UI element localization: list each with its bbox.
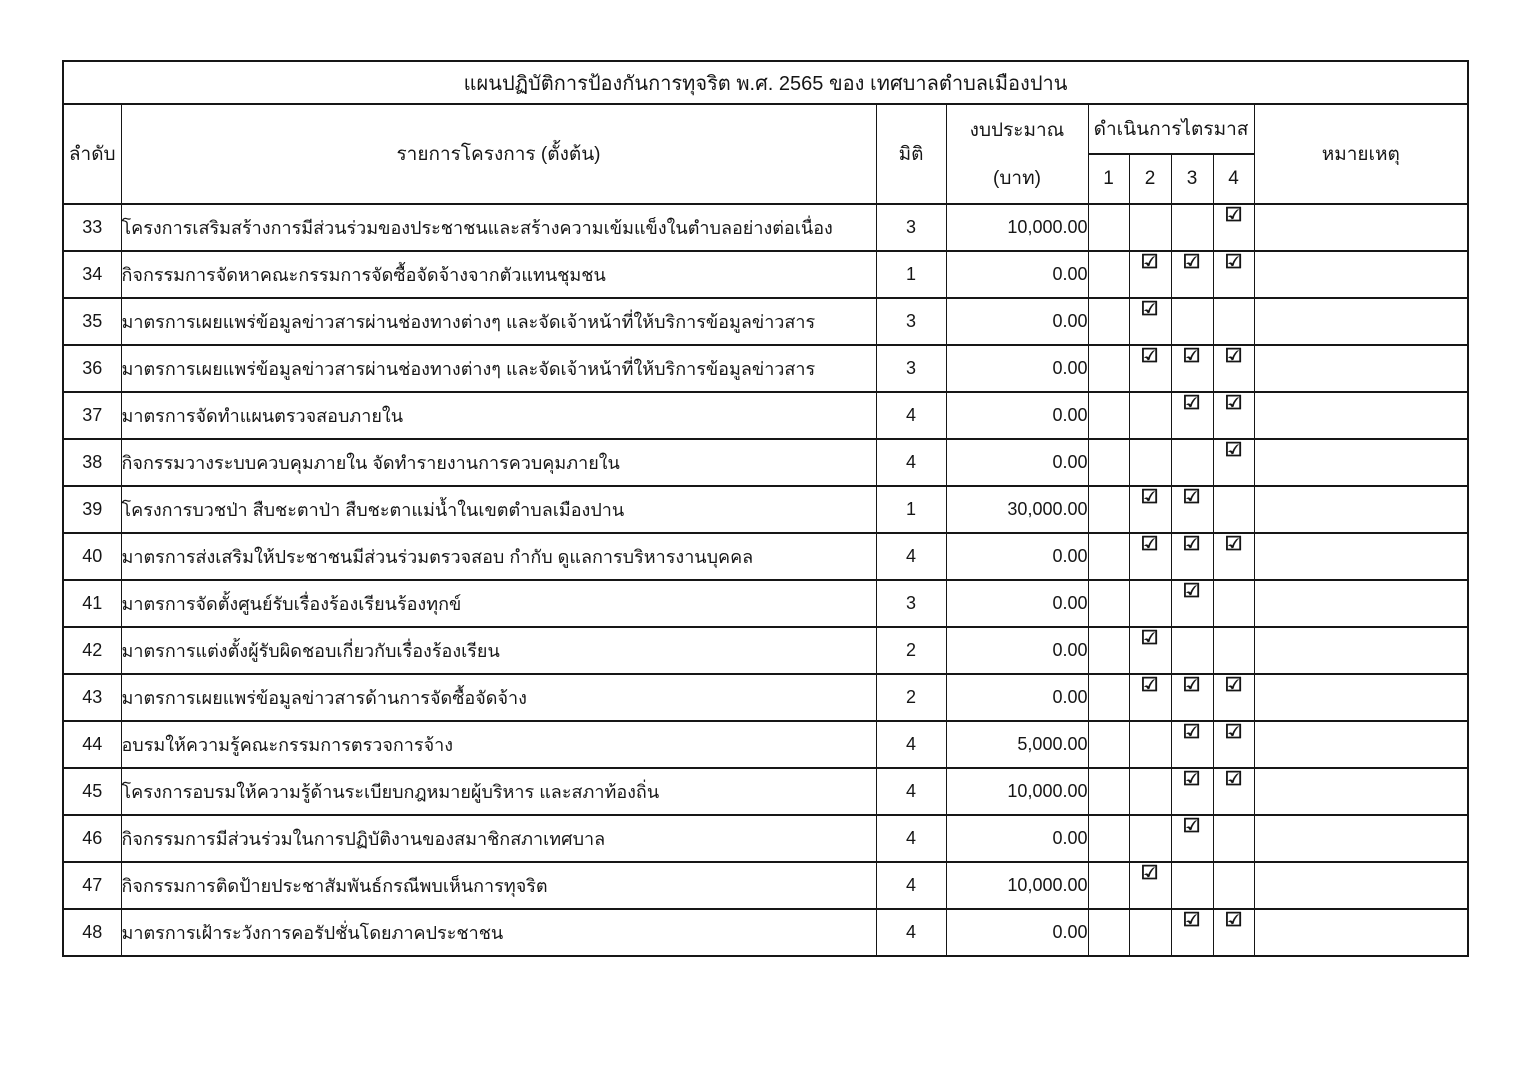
dimension-cell: 4 (876, 815, 946, 862)
quarter-4-cell (1213, 392, 1254, 439)
quarter-4-cell (1213, 533, 1254, 580)
remark-cell (1254, 392, 1468, 439)
checked-checkbox-icon: ☑ (1141, 487, 1159, 508)
quarter-2-cell (1129, 298, 1171, 345)
budget-cell: 5,000.00 (946, 721, 1088, 768)
quarter-3-cell (1171, 486, 1213, 533)
quarter-3-cell (1171, 251, 1213, 298)
checked-checkbox-icon: ☑ (1183, 675, 1201, 696)
quarter-3-cell (1171, 204, 1213, 251)
project-name-cell: กิจกรรมการจัดหาคณะกรรมการจัดซื้อจัดจ้างจากตัวแทนชุมชน (121, 251, 876, 298)
quarter-2-cell (1129, 345, 1171, 392)
checked-checkbox-icon: ☑ (1224, 393, 1243, 414)
table-row (63, 862, 1468, 909)
table-row (63, 674, 1468, 721)
quarter-1-cell (1088, 204, 1129, 251)
project-name-cell: มาตรการเฝ้าระวังการคอรัปชั่นโดยภาคประชาชน (121, 909, 876, 956)
project-name-cell: โครงการเสริมสร้างการมีส่วนร่วมของประชาชนและสร้างความเข้มแข็งในตำบลอย่างต่อเนื่อง (121, 204, 876, 251)
table-header-row-1 (63, 104, 1468, 154)
quarter-4-cell (1213, 251, 1254, 298)
checked-checkbox-icon: ☑ (1183, 393, 1201, 414)
remark-cell (1254, 439, 1468, 486)
project-name-cell: กิจกรรมการติดป้ายประชาสัมพันธ์กรณีพบเห็นการทุจริต (121, 862, 876, 909)
quarter-1-cell (1088, 909, 1129, 956)
row-number-cell: 34 (63, 251, 121, 298)
quarter-1-cell (1088, 392, 1129, 439)
quarter-4-cell (1213, 580, 1254, 627)
quarter-4-cell (1213, 439, 1254, 486)
column-header-budget-line1: งบประมาณ (969, 120, 1065, 141)
quarter-4-cell (1213, 721, 1254, 768)
quarter-3-cell (1171, 439, 1213, 486)
column-header-q4: 4 (1213, 154, 1254, 204)
project-name-cell: มาตรการส่งเสริมให้ประชาชนมีส่วนร่วมตรวจสอบ กำกับ ดูแลการบริหารงานบุคคล (121, 533, 876, 580)
checked-checkbox-icon: ☑ (1183, 252, 1201, 273)
dimension-cell: 2 (876, 627, 946, 674)
dimension-cell: 4 (876, 862, 946, 909)
quarter-2-cell (1129, 862, 1171, 909)
quarter-1-cell (1088, 580, 1129, 627)
quarter-2-cell (1129, 580, 1171, 627)
dimension-cell: 4 (876, 533, 946, 580)
remark-cell (1254, 251, 1468, 298)
quarter-3-cell (1171, 768, 1213, 815)
project-name-cell: มาตรการเผยแพร่ข้อมูลข่าวสารด้านการจัดซื้อจัดจ้าง (121, 674, 876, 721)
anti-corruption-plan-table (62, 60, 1469, 957)
quarter-1-cell (1088, 251, 1129, 298)
remark-cell (1254, 533, 1468, 580)
quarter-4-cell (1213, 204, 1254, 251)
quarter-1-cell (1088, 439, 1129, 486)
column-header-dimension: มิติ (876, 104, 946, 204)
column-header-q1: 1 (1088, 154, 1129, 204)
quarter-3-cell (1171, 627, 1213, 674)
table-row (63, 815, 1468, 862)
checked-checkbox-icon: ☑ (1141, 346, 1159, 367)
table-row (63, 627, 1468, 674)
budget-cell: 0.00 (946, 815, 1088, 862)
checked-checkbox-icon: ☑ (1141, 863, 1159, 884)
row-number-cell: 43 (63, 674, 121, 721)
quarter-4-cell (1213, 909, 1254, 956)
column-header-no: ลำดับ (63, 104, 121, 204)
column-header-quarters-group: ดำเนินการไตรมาส (1088, 104, 1254, 154)
dimension-cell: 3 (876, 345, 946, 392)
checked-checkbox-icon: ☑ (1183, 722, 1201, 743)
quarter-4-cell (1213, 768, 1254, 815)
column-header-q3: 3 (1171, 154, 1213, 204)
table-row (63, 580, 1468, 627)
checked-checkbox-icon: ☑ (1224, 346, 1243, 367)
quarter-4-cell (1213, 627, 1254, 674)
quarter-3-cell (1171, 345, 1213, 392)
budget-cell: 10,000.00 (946, 862, 1088, 909)
column-header-budget-line2: (บาท) (993, 168, 1041, 189)
quarter-1-cell (1088, 815, 1129, 862)
checked-checkbox-icon: ☑ (1183, 769, 1201, 790)
checked-checkbox-icon: ☑ (1183, 816, 1201, 837)
row-number-cell: 38 (63, 439, 121, 486)
quarter-2-cell (1129, 204, 1171, 251)
quarter-4-cell (1213, 862, 1254, 909)
quarter-4-cell (1213, 486, 1254, 533)
checked-checkbox-icon: ☑ (1141, 675, 1159, 696)
checked-checkbox-icon: ☑ (1183, 581, 1201, 602)
budget-cell: 0.00 (946, 298, 1088, 345)
quarter-2-cell (1129, 251, 1171, 298)
table-row (63, 721, 1468, 768)
dimension-cell: 1 (876, 251, 946, 298)
project-name-cell: กิจกรรมวางระบบควบคุมภายใน จัดทำรายงานการควบคุมภายใน (121, 439, 876, 486)
row-number-cell: 40 (63, 533, 121, 580)
quarter-1-cell (1088, 721, 1129, 768)
table-title-row (63, 61, 1468, 104)
quarter-2-cell (1129, 909, 1171, 956)
table-row (63, 345, 1468, 392)
budget-cell: 0.00 (946, 909, 1088, 956)
table-row (63, 251, 1468, 298)
project-name-cell: โครงการบวชป่า สืบชะตาป่า สืบชะตาแม่น้ำในเขตตำบลเมืองปาน (121, 486, 876, 533)
remark-cell (1254, 909, 1468, 956)
quarter-1-cell (1088, 298, 1129, 345)
quarter-3-cell (1171, 298, 1213, 345)
quarter-1-cell (1088, 627, 1129, 674)
table-row (63, 392, 1468, 439)
table-row (63, 533, 1468, 580)
remark-cell (1254, 815, 1468, 862)
quarter-2-cell (1129, 392, 1171, 439)
row-number-cell: 46 (63, 815, 121, 862)
row-number-cell: 33 (63, 204, 121, 251)
budget-cell: 0.00 (946, 392, 1088, 439)
checked-checkbox-icon: ☑ (1141, 628, 1159, 649)
quarter-3-cell (1171, 580, 1213, 627)
row-number-cell: 36 (63, 345, 121, 392)
budget-cell: 30,000.00 (946, 486, 1088, 533)
quarter-3-cell (1171, 815, 1213, 862)
table-row (63, 486, 1468, 533)
row-number-cell: 39 (63, 486, 121, 533)
remark-cell (1254, 204, 1468, 251)
quarter-4-cell (1213, 815, 1254, 862)
dimension-cell: 4 (876, 768, 946, 815)
table-row (63, 204, 1468, 251)
dimension-cell: 4 (876, 439, 946, 486)
quarter-3-cell (1171, 862, 1213, 909)
quarter-2-cell (1129, 768, 1171, 815)
dimension-cell: 2 (876, 674, 946, 721)
remark-cell (1254, 768, 1468, 815)
checked-checkbox-icon: ☑ (1224, 205, 1243, 226)
checked-checkbox-icon: ☑ (1141, 299, 1159, 320)
quarter-3-cell (1171, 533, 1213, 580)
checked-checkbox-icon: ☑ (1224, 252, 1243, 273)
quarter-1-cell (1088, 533, 1129, 580)
project-name-cell: มาตรการเผยแพร่ข้อมูลข่าวสารผ่านช่องทางต่างๆ และจัดเจ้าหน้าที่ให้บริการข้อมูลข่าวสาร (121, 345, 876, 392)
checked-checkbox-icon: ☑ (1183, 487, 1201, 508)
quarter-1-cell (1088, 486, 1129, 533)
row-number-cell: 47 (63, 862, 121, 909)
remark-cell (1254, 674, 1468, 721)
quarter-2-cell (1129, 627, 1171, 674)
dimension-cell: 3 (876, 298, 946, 345)
checked-checkbox-icon: ☑ (1224, 910, 1243, 931)
budget-cell: 10,000.00 (946, 768, 1088, 815)
budget-cell: 0.00 (946, 251, 1088, 298)
column-header-budget (946, 104, 1088, 204)
checked-checkbox-icon: ☑ (1224, 722, 1243, 743)
quarter-2-cell (1129, 815, 1171, 862)
quarter-1-cell (1088, 768, 1129, 815)
dimension-cell: 1 (876, 486, 946, 533)
table-body (63, 204, 1468, 956)
budget-cell: 10,000.00 (946, 204, 1088, 251)
remark-cell (1254, 580, 1468, 627)
checked-checkbox-icon: ☑ (1141, 534, 1159, 555)
quarter-2-cell (1129, 721, 1171, 768)
budget-cell: 0.00 (946, 439, 1088, 486)
project-name-cell: มาตรการจัดทำแผนตรวจสอบภายใน (121, 392, 876, 439)
remark-cell (1254, 345, 1468, 392)
budget-cell: 0.00 (946, 627, 1088, 674)
quarter-4-cell (1213, 298, 1254, 345)
column-header-project: รายการโครงการ (ตั้งต้น) (121, 104, 876, 204)
checked-checkbox-icon: ☑ (1224, 769, 1243, 790)
table-row (63, 298, 1468, 345)
project-name-cell: มาตรการเผยแพร่ข้อมูลข่าวสารผ่านช่องทางต่างๆ และจัดเจ้าหน้าที่ให้บริการข้อมูลข่าวสาร (121, 298, 876, 345)
quarter-3-cell (1171, 674, 1213, 721)
dimension-cell: 4 (876, 392, 946, 439)
project-name-cell: กิจกรรมการมีส่วนร่วมในการปฏิบัติงานของสมาชิกสภาเทศบาล (121, 815, 876, 862)
project-name-cell: มาตรการจัดตั้งศูนย์รับเรื่องร้องเรียนร้องทุกข์ (121, 580, 876, 627)
row-number-cell: 44 (63, 721, 121, 768)
quarter-1-cell (1088, 862, 1129, 909)
checked-checkbox-icon: ☑ (1141, 252, 1159, 273)
quarter-1-cell (1088, 674, 1129, 721)
remark-cell (1254, 298, 1468, 345)
remark-cell (1254, 627, 1468, 674)
remark-cell (1254, 862, 1468, 909)
row-number-cell: 45 (63, 768, 121, 815)
quarter-4-cell (1213, 674, 1254, 721)
project-name-cell: มาตรการแต่งตั้งผู้รับผิดชอบเกี่ยวกับเรื่องร้องเรียน (121, 627, 876, 674)
quarter-2-cell (1129, 486, 1171, 533)
quarter-3-cell (1171, 392, 1213, 439)
quarter-1-cell (1088, 345, 1129, 392)
checked-checkbox-icon: ☑ (1224, 440, 1243, 461)
row-number-cell: 35 (63, 298, 121, 345)
checked-checkbox-icon: ☑ (1183, 534, 1201, 555)
remark-cell (1254, 721, 1468, 768)
quarter-2-cell (1129, 439, 1171, 486)
quarter-2-cell (1129, 674, 1171, 721)
budget-cell: 0.00 (946, 674, 1088, 721)
checked-checkbox-icon: ☑ (1183, 910, 1201, 931)
checked-checkbox-icon: ☑ (1224, 675, 1243, 696)
table-row (63, 768, 1468, 815)
quarter-3-cell (1171, 721, 1213, 768)
dimension-cell: 4 (876, 721, 946, 768)
checked-checkbox-icon: ☑ (1224, 534, 1243, 555)
quarter-2-cell (1129, 533, 1171, 580)
project-name-cell: อบรมให้ความรู้คณะกรรมการตรวจการจ้าง (121, 721, 876, 768)
budget-cell: 0.00 (946, 345, 1088, 392)
dimension-cell: 4 (876, 909, 946, 956)
table-row (63, 909, 1468, 956)
row-number-cell: 37 (63, 392, 121, 439)
row-number-cell: 42 (63, 627, 121, 674)
page-title: แผนปฏิบัติการป้องกันการทุจริต พ.ศ. 2565 ของ เทศบาลตำบลเมืองปาน (63, 61, 1468, 104)
dimension-cell: 3 (876, 204, 946, 251)
budget-cell: 0.00 (946, 533, 1088, 580)
column-header-q2: 2 (1129, 154, 1171, 204)
column-header-remark: หมายเหตุ (1254, 104, 1468, 204)
row-number-cell: 41 (63, 580, 121, 627)
quarter-3-cell (1171, 909, 1213, 956)
quarter-4-cell (1213, 345, 1254, 392)
remark-cell (1254, 486, 1468, 533)
table-row (63, 439, 1468, 486)
project-name-cell: โครงการอบรมให้ความรู้ด้านระเบียบกฎหมายผู้บริหาร และสภาท้องถิ่น (121, 768, 876, 815)
budget-cell: 0.00 (946, 580, 1088, 627)
dimension-cell: 3 (876, 580, 946, 627)
row-number-cell: 48 (63, 909, 121, 956)
checked-checkbox-icon: ☑ (1183, 346, 1201, 367)
